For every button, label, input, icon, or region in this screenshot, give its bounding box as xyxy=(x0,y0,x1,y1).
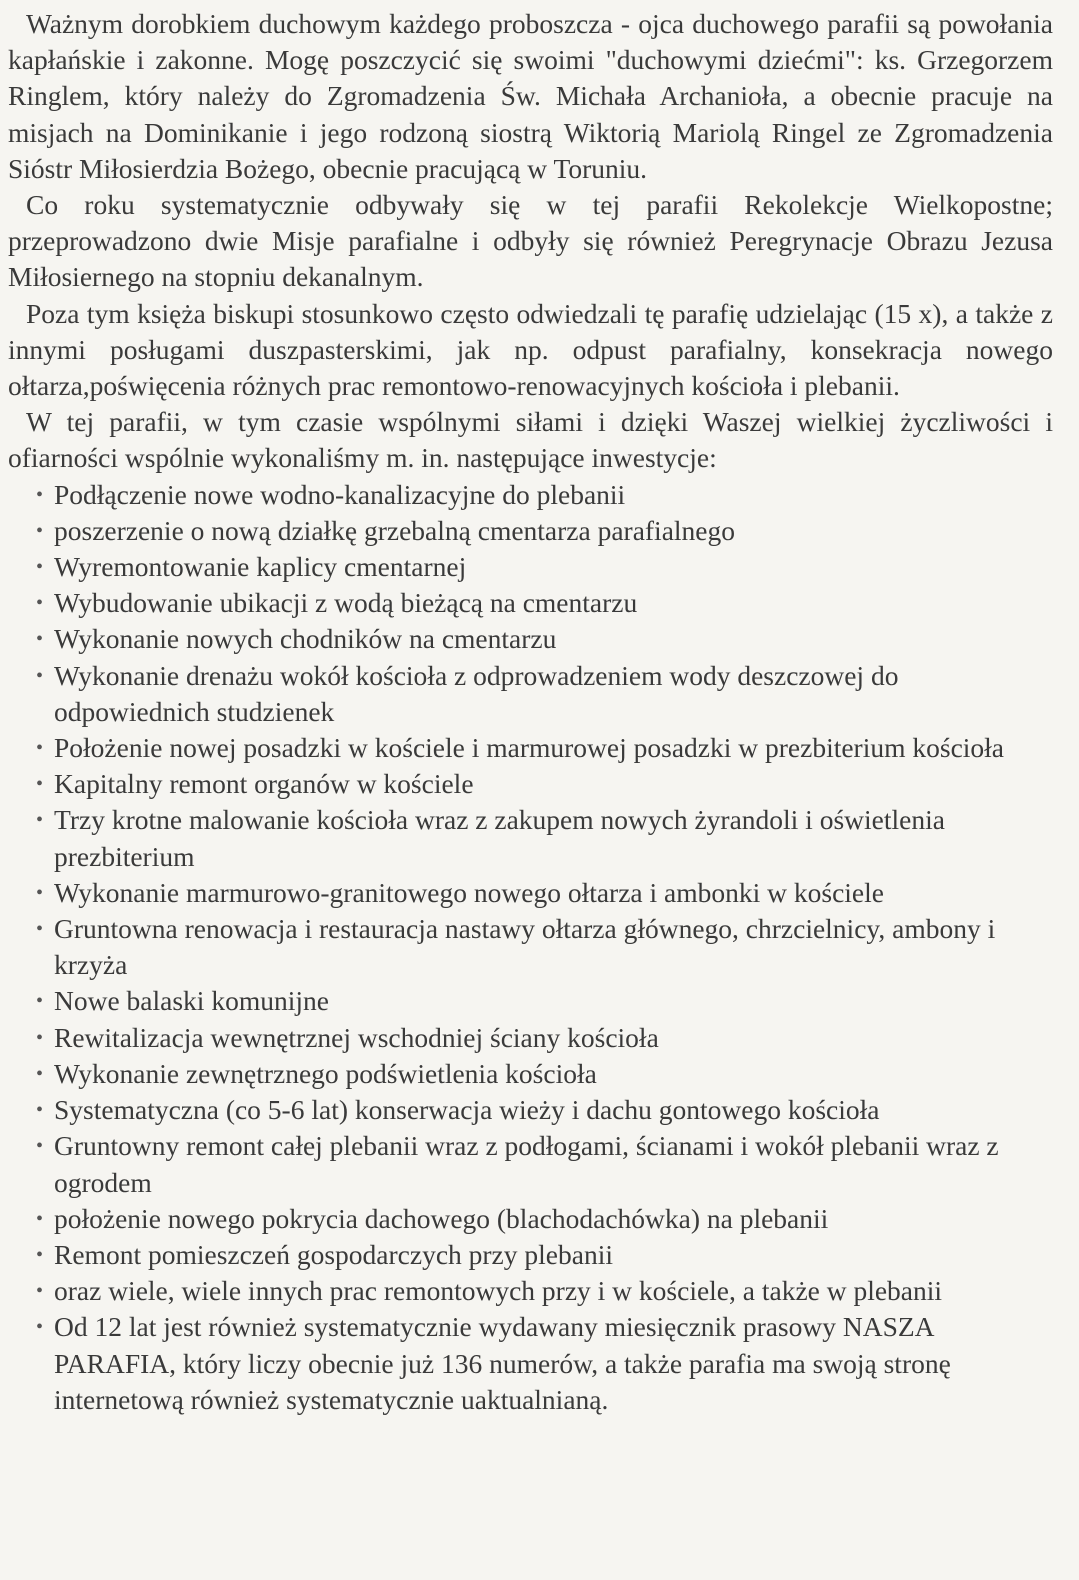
list-item: • Wykonanie zewnętrznego podświetlenia kościoła xyxy=(36,1056,1053,1092)
list-item: • Od 12 lat jest również systematycznie wydawany miesięcznik prasowy NASZA PARAFIA, który liczy obecnie już 136 numerów, a także parafia ma swoją stronę internetową również systematycznie uaktualnianą. xyxy=(36,1311,951,1415)
paragraph-investments-intro: W tej parafii, w tym czasie wspólnymi siłami i dzięki Waszej wielkiej życzliwości i ofiarności wspólnie wykonaliśmy m. in. następujące inwestycje: xyxy=(8,406,1053,474)
bullet-icon: • xyxy=(36,737,44,760)
list-item: • Kapitalny remont organów w kościele xyxy=(36,766,1053,802)
list-item: • Podłączenie nowe wodno-kanalizacyjne do plebanii xyxy=(36,477,1053,513)
list-item: • Wykonanie nowych chodników na cmentarzu xyxy=(36,621,1053,657)
paragraph-retreats: Co roku systematycznie odbywały się w tej parafii Rekolekcje Wielkopostne; przeprowadzono dwie Misje parafialne i odbyły się również Peregrynacje Obrazu Jezusa Miłosiernego na stopniu dekanalnym. xyxy=(8,189,1053,293)
list-item: • poszerzenie o nową działkę grzebalną cmentarza parafialnego xyxy=(36,513,1053,549)
investments-list xyxy=(8,477,1053,1418)
bullet-icon: • xyxy=(36,1135,44,1158)
bullet-icon: • xyxy=(36,1026,44,1049)
bullet-icon: • xyxy=(36,592,44,615)
list-item: • Wyremontowanie kaplicy cmentarnej xyxy=(36,549,1053,585)
bullet-icon: • xyxy=(36,1243,44,1266)
bullet-icon: • xyxy=(36,483,44,506)
bullet-icon: • xyxy=(36,809,44,832)
list-item: • Rewitalizacja wewnętrznej wschodniej ściany kościoła xyxy=(36,1020,1053,1056)
list-item: • Trzy krotne malowanie kościoła wraz z zakupem nowych żyrandoli i oświetlenia prezbiterium xyxy=(36,804,945,872)
bullet-icon: • xyxy=(36,773,44,796)
list-item: • Wybudowanie ubikacji z wodą bieżącą na cmentarzu xyxy=(36,585,1053,621)
list-item: • Nowe balaski komunijne xyxy=(36,983,1053,1019)
bullet-icon: • xyxy=(36,1207,44,1230)
bullet-icon: • xyxy=(36,1316,44,1339)
list-item: • Systematyczna (co 5-6 lat) konserwacja wieży i dachu gontowego kościoła xyxy=(36,1092,1053,1128)
paragraph-vocations: Ważnym dorobkiem duchowym każdego proboszcza - ojca duchowego parafii są powołania kapłańskie i zakonne. Mogę poszczycić się swoimi "duchowymi dziećmi": ks. Grzegorzem Ringlem, który należy do Zgromadzenia Św. Michała Archanioła, a obecnie pracuje na misjach na Dominikanie i jego rodzoną siostrą Wiktorią Mariolą Ringel ze Zgromadzenia Sióstr Miłosierdzia Bożego, obecnie pracującą w Toruniu. xyxy=(8,8,1053,184)
bullet-icon: • xyxy=(36,990,44,1013)
list-item: • Położenie nowej posadzki w kościele i marmurowej posadzki w prezbiterium kościoła xyxy=(36,730,1053,766)
bullet-icon: • xyxy=(36,881,44,904)
list-item: • Wykonanie drenażu wokół kościoła z odprowadzeniem wody deszczowej do odpowiednich studzienek xyxy=(36,659,899,727)
paragraph-bishops: Poza tym księża biskupi stosunkowo często odwiedzali tę parafię udzielając (15 x), a także z innymi posługami duszpasterskimi, jak np. odpust parafialny, konsekracja nowego ołtarza,poświęcenia różnych prac remontowo-renowacyjnych kościoła i plebanii. xyxy=(8,297,1053,402)
bullet-icon: • xyxy=(36,628,44,651)
list-item: • położenie nowego pokrycia dachowego (blachodachówka) na plebanii xyxy=(36,1201,1053,1237)
list-item: • oraz wiele, wiele innych prac remontowych przy i w kościele, a także w plebanii xyxy=(36,1273,1053,1309)
bullet-icon: • xyxy=(36,519,44,542)
list-item: • Gruntowny remont całej plebanii wraz z podłogami, ścianami i wokół plebanii wraz z ogrodem xyxy=(36,1130,999,1198)
list-item: • Remont pomieszczeń gospodarczych przy plebanii xyxy=(36,1237,1053,1273)
bullet-icon: • xyxy=(36,1062,44,1085)
bullet-icon: • xyxy=(36,556,44,579)
list-item: • Wykonanie marmurowo-granitowego nowego ołtarza i ambonki w kościele xyxy=(36,875,1053,911)
bullet-icon: • xyxy=(36,918,44,941)
list-item: • Gruntowna renowacja i restauracja nastawy ołtarza głównego, chrzcielnicy, ambony i krzyża xyxy=(36,913,996,981)
bullet-icon: • xyxy=(36,664,44,687)
bullet-icon: • xyxy=(36,1280,44,1303)
bullet-icon: • xyxy=(36,1099,44,1122)
